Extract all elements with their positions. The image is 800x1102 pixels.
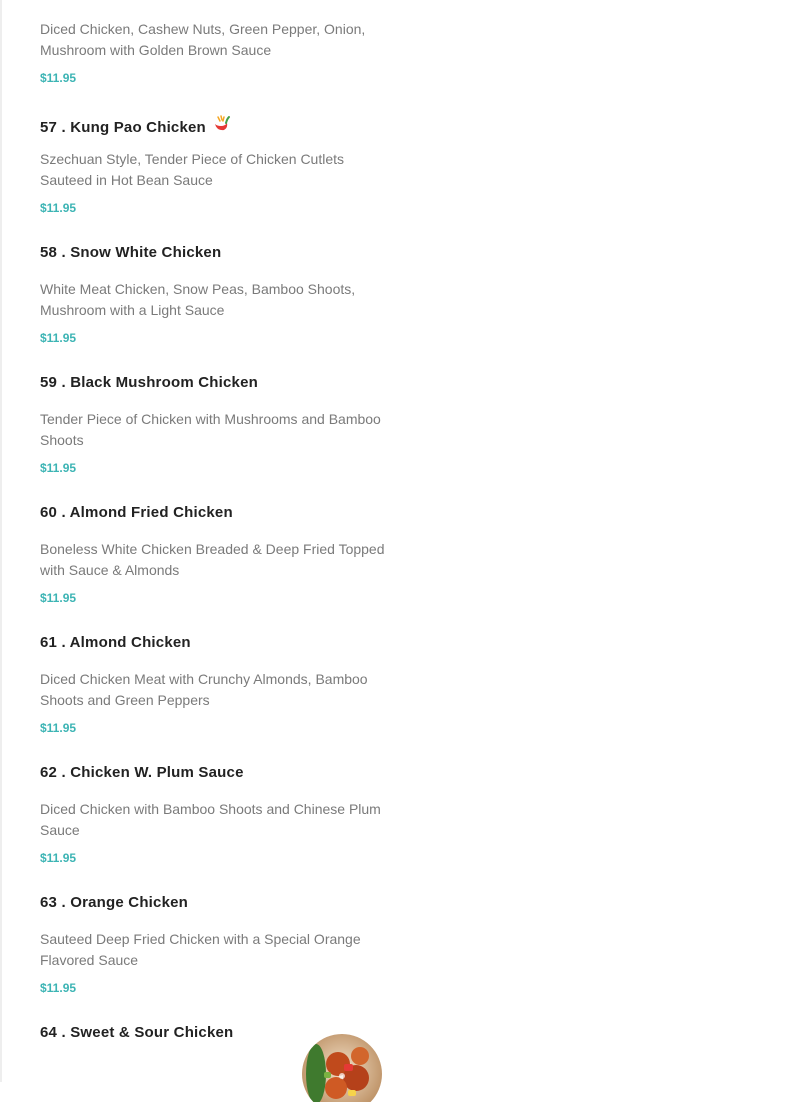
item-name: Sweet & Sour Chicken xyxy=(70,1024,234,1041)
item-price: $11.95 xyxy=(40,461,77,475)
item-description: Diced Chicken with Bamboo Shoots and Chinese Plum Sauce xyxy=(40,801,381,838)
item-name: Chicken W. Plum Sauce xyxy=(70,764,244,781)
sweet-sour-chicken-photo[interactable] xyxy=(302,1034,382,1102)
item-description: White Meat Chicken, Snow Peas, Bamboo Shoots, Mushroom with a Light Sauce xyxy=(40,281,356,318)
item-title[interactable]: 61 . Almond Chicken xyxy=(40,634,191,651)
item-number: 59 xyxy=(40,374,58,391)
page-left-border xyxy=(0,0,2,1082)
item-name: Kung Pao Chicken xyxy=(70,119,206,136)
item-price: $11.95 xyxy=(40,201,77,215)
menu-item-60[interactable] xyxy=(40,500,390,630)
item-title[interactable]: 60 . Almond Fried Chicken xyxy=(40,504,233,521)
item-name: Almond Fried Chicken xyxy=(69,504,233,521)
item-name: Almond Chicken xyxy=(69,634,191,651)
item-title[interactable]: 62 . Chicken W. Plum Sauce xyxy=(40,764,244,781)
item-title[interactable]: 63 . Orange Chicken xyxy=(40,894,189,911)
menu-item-64[interactable] xyxy=(40,1020,390,1102)
item-title[interactable]: 59 . Black Mushroom Chicken xyxy=(40,374,258,391)
item-number: 64 xyxy=(40,1024,58,1041)
item-description: Sauteed Deep Fried Chicken with a Special Orange Flavored Sauce xyxy=(40,931,361,968)
item-title[interactable]: 57 . Kung Pao Chicken xyxy=(40,114,231,138)
item-number: 61 xyxy=(40,634,58,651)
menu-list xyxy=(40,0,390,1102)
item-name: Black Mushroom Chicken xyxy=(70,374,258,391)
item-name: Orange Chicken xyxy=(70,894,189,911)
menu-item-57[interactable] xyxy=(40,110,390,240)
item-description: Tender Piece of Chicken with Mushrooms and Bamboo Shoots xyxy=(40,411,381,448)
item-description: Szechuan Style, Tender Piece of Chicken Cutlets Sauteed in Hot Bean Sauce xyxy=(40,151,345,188)
item-number: 58 xyxy=(40,244,58,261)
item-price: $11.95 xyxy=(40,71,77,85)
item-title[interactable]: 64 . Sweet & Sour Chicken xyxy=(40,1024,234,1041)
item-number: 62 xyxy=(40,764,58,781)
menu-item-61[interactable] xyxy=(40,630,390,760)
item-price: $11.95 xyxy=(40,851,77,865)
menu-item-62[interactable] xyxy=(40,760,390,890)
spicy-pepper-icon xyxy=(211,114,231,138)
item-number: 57 xyxy=(40,119,58,136)
item-price: $11.95 xyxy=(40,331,77,345)
item-number: 63 xyxy=(40,894,58,911)
item-title[interactable]: 58 . Snow White Chicken xyxy=(40,244,222,261)
menu-item-56[interactable] xyxy=(40,0,390,110)
item-price: $11.95 xyxy=(40,721,77,735)
item-description: Diced Chicken Meat with Crunchy Almonds, Bamboo Shoots and Green Peppers xyxy=(40,671,368,708)
item-description: Diced Chicken, Cashew Nuts, Green Pepper, Onion, Mushroom with Golden Brown Sauce xyxy=(40,21,366,58)
menu-item-59[interactable] xyxy=(40,370,390,500)
menu-item-58[interactable] xyxy=(40,240,390,370)
item-price: $11.95 xyxy=(40,591,77,605)
item-number: 60 xyxy=(40,504,58,521)
item-description: Boneless White Chicken Breaded & Deep Fried Topped with Sauce & Almonds xyxy=(40,541,385,578)
item-price: $11.95 xyxy=(40,981,77,995)
item-name: Snow White Chicken xyxy=(70,244,222,261)
menu-item-63[interactable] xyxy=(40,890,390,1020)
